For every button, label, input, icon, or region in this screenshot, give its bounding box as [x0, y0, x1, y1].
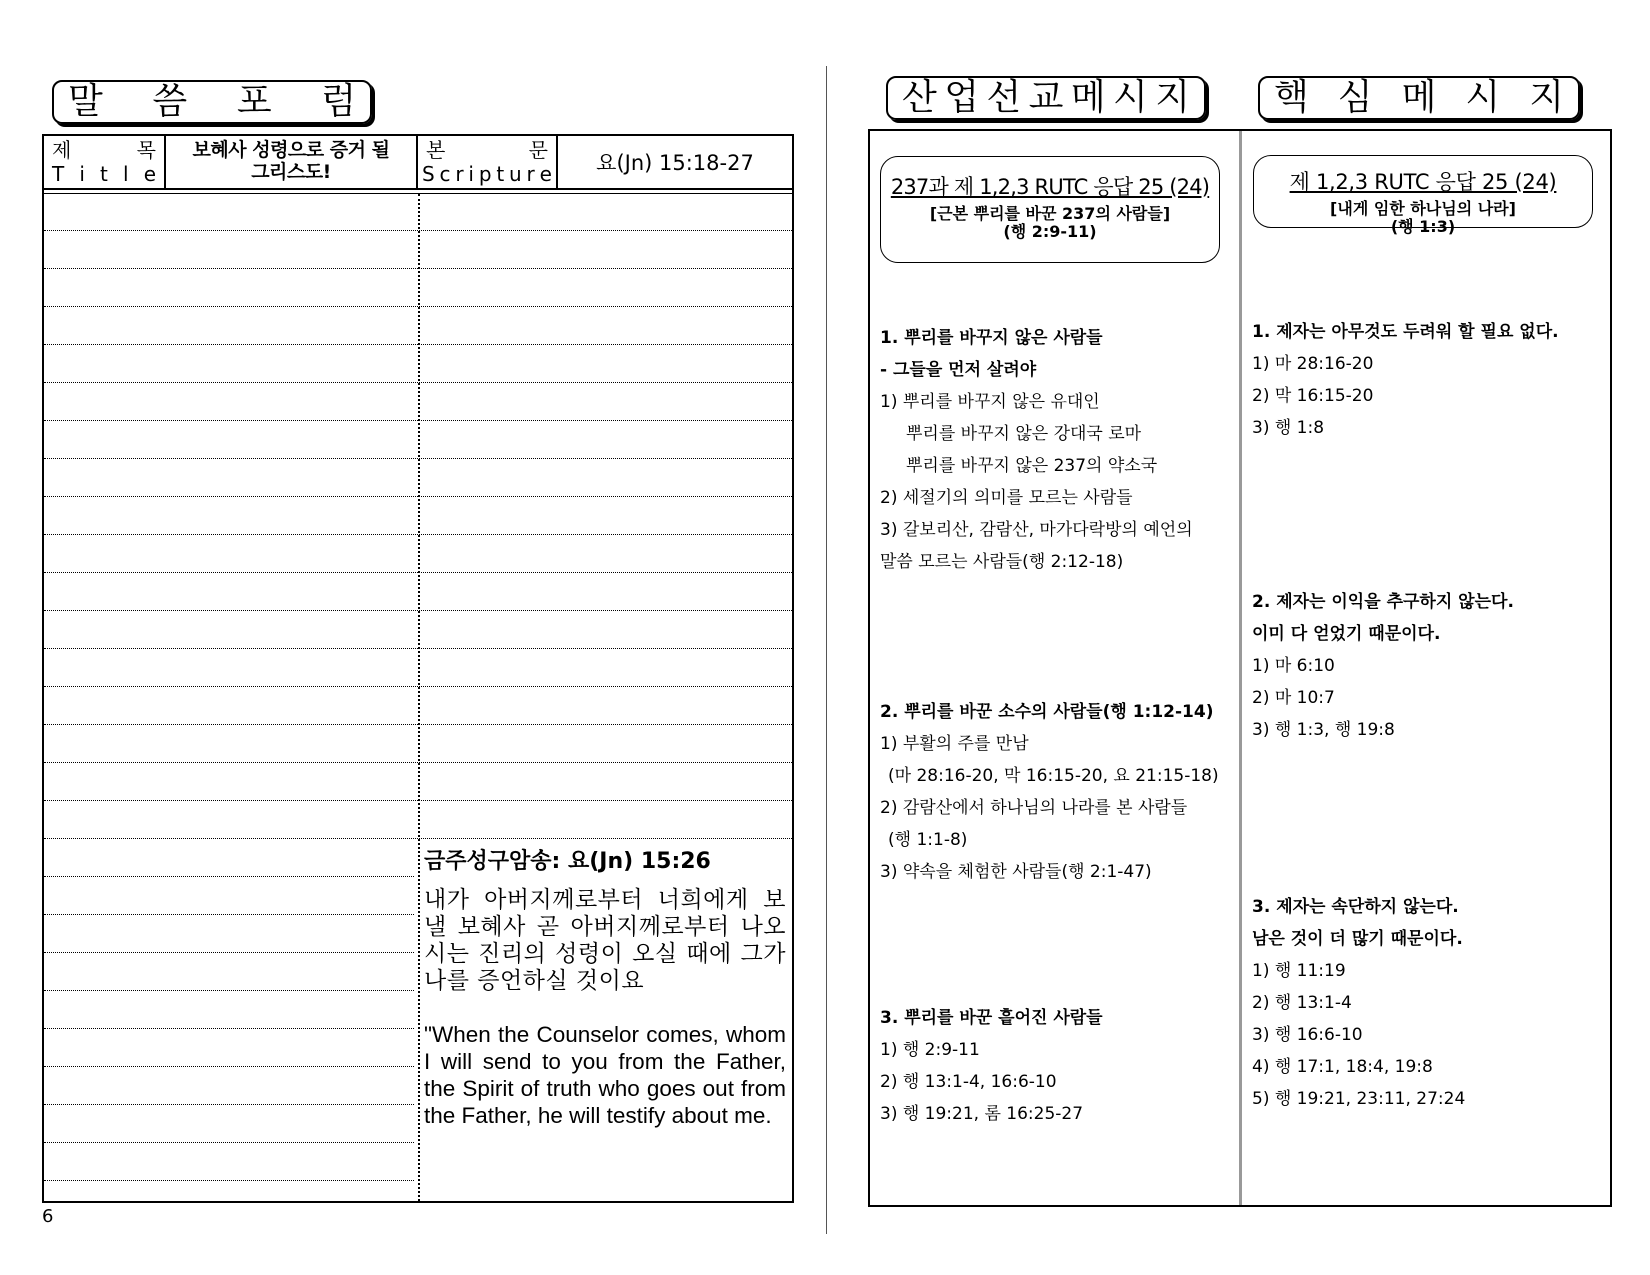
- outline-item: 1) 부활의 주를 만남: [880, 734, 1029, 754]
- badge-char: 업: [944, 77, 979, 118]
- outline-item: 2) 막 16:15-20: [1252, 386, 1374, 406]
- ruled-line: [44, 914, 414, 915]
- lesson-title: 237과 제 1,2,3 RUTC 응답 25 (24): [890, 175, 1210, 199]
- ruled-line: [44, 572, 792, 573]
- scripture-ref: 요(Jn) 15:18-27: [596, 151, 754, 175]
- outline-right-section1: [1252, 316, 1559, 444]
- lesson-box-right: [1253, 155, 1593, 236]
- label-char: e: [143, 162, 156, 186]
- sermon-title-cell: [166, 136, 418, 188]
- badge-char: 말: [68, 81, 103, 122]
- scripture-ref-cell: [558, 136, 792, 188]
- outline-item: 뿌리를 바꾸지 않은 강대국 로마: [906, 424, 1142, 444]
- outline-item: (행 1:1-8): [888, 830, 968, 850]
- lesson-reference: (행 1:3): [1390, 217, 1456, 236]
- outline-right-section3: [1252, 891, 1465, 1115]
- label-char: r: [455, 162, 464, 186]
- ruled-line: [44, 762, 792, 763]
- outline-item: 3) 약속을 체험한 사람들(행 2:1-47): [880, 862, 1152, 882]
- ruled-line: [44, 1028, 414, 1029]
- ruled-line: [44, 610, 792, 611]
- ruled-line: [44, 458, 792, 459]
- outline-item: 2) 행 13:1-4: [1252, 993, 1352, 1013]
- outline-item: 뿌리를 바꾸지 않은 237의 약소국: [906, 456, 1158, 476]
- section-heading: 2. 제자는 이익을 추구하지 않는다.: [1252, 592, 1514, 612]
- section-heading: 이미 다 얻었기 때문이다.: [1252, 624, 1441, 644]
- ruled-line: [44, 800, 792, 801]
- page-number: 6: [42, 1206, 54, 1227]
- section-heading: 3. 제자는 속단하지 않는다.: [1252, 897, 1459, 917]
- label-char: S: [422, 162, 435, 186]
- memory-verse-korean: 내가 아버지께로부터 너희에게 보낼 보혜사 곧 아버지께로부터 나오시는 진리의 성령이 오실 때에 그가 나를 증언하실 것이요: [424, 887, 786, 994]
- label-char: r: [526, 162, 535, 186]
- badge-char: 핵: [1274, 77, 1309, 118]
- ruled-line: [44, 344, 792, 345]
- section-heading: 1. 제자는 아무것도 두려워 할 필요 없다.: [1252, 322, 1559, 342]
- ruled-line: [44, 838, 792, 839]
- outline-item: 1) 행 11:19: [1252, 961, 1346, 981]
- badge-char: 시: [1465, 77, 1501, 118]
- outline-right-section2: [1252, 586, 1514, 746]
- ruled-line: [44, 534, 792, 535]
- lesson-subtitle: [근본 뿌리를 바꾼 237의 사람들]: [929, 204, 1171, 223]
- outline-item: (마 28:16-20, 막 16:15-20, 요 21:15-18): [888, 766, 1219, 786]
- badge-char: 메: [1070, 77, 1106, 118]
- outline-item: 3) 행 19:21, 롬 16:25-27: [880, 1104, 1084, 1124]
- label-char: T: [52, 162, 65, 186]
- label-char: c: [439, 162, 451, 186]
- outline-item: 5) 행 19:21, 23:11, 27:24: [1252, 1089, 1466, 1109]
- label-char: e: [539, 162, 552, 186]
- badge-char: 럼: [321, 81, 356, 122]
- label-char: p: [478, 162, 492, 186]
- ruled-line: [44, 268, 792, 269]
- ruled-line: [44, 686, 792, 687]
- outline-left-section1: [880, 322, 1193, 578]
- badge-char: 산: [902, 77, 937, 118]
- label-char: i: [468, 162, 474, 186]
- ruled-line: [44, 724, 792, 725]
- ruled-line: [44, 876, 414, 877]
- ruled-line: [44, 1180, 414, 1181]
- badge-char: 포: [236, 81, 272, 122]
- memory-verse-title: 금주성구암송: 요(Jn) 15:26: [424, 849, 711, 874]
- label-char: u: [509, 162, 522, 186]
- lesson-box-left: [880, 156, 1220, 263]
- label-char: 목: [136, 138, 156, 162]
- outline-item: 1) 행 2:9-11: [880, 1040, 980, 1060]
- ruled-line: [44, 420, 792, 421]
- lesson-subtitle: [내게 임한 하나님의 나라]: [1330, 199, 1516, 218]
- outline-item: 3) 갈보리산, 감람산, 마가다락방의 예언의: [880, 520, 1193, 540]
- memory-verse-english: "When the Counselor comes, whom I will send to you from the Father, the Spirit of truth who goes out from the Father, he will testify about me.: [424, 1022, 786, 1128]
- lesson-reference: (행 2:9-11): [1003, 222, 1097, 241]
- badge-char: 심: [1337, 77, 1373, 118]
- message-box: [868, 129, 1612, 1207]
- outline-item: 2) 세절기의 의미를 모르는 사람들: [880, 488, 1133, 508]
- badge-char: 씀: [152, 81, 188, 122]
- title-label-cell: [44, 136, 166, 188]
- label-char: 문: [528, 138, 548, 162]
- label-char: i: [79, 162, 85, 186]
- ruled-line: [44, 1142, 414, 1143]
- label-char: 제: [52, 138, 72, 162]
- label-char: 본: [426, 138, 446, 162]
- badge-char: 교: [1028, 77, 1064, 118]
- sermon-title-line1: 보혜사 성령으로 증거 될: [192, 139, 390, 161]
- section-heading: 남은 것이 더 많기 때문이다.: [1252, 929, 1463, 949]
- ruled-line: [44, 648, 792, 649]
- outline-item: 말씀 모르는 사람들(행 2:12-18): [880, 552, 1124, 572]
- ruled-line: [44, 952, 414, 953]
- section-heading: 3. 뿌리를 바꾼 흩어진 사람들: [880, 1008, 1103, 1028]
- section-heading: 2. 뿌리를 바꾼 소수의 사람들(행 1:12-14): [880, 702, 1214, 722]
- outline-item: 2) 행 13:1-4, 16:6-10: [880, 1072, 1057, 1092]
- scripture-label-cell: [418, 136, 558, 188]
- outline-item: 3) 행 16:6-10: [1252, 1025, 1363, 1045]
- page-gutter-line: [826, 66, 827, 1234]
- outline-item: 2) 감람산에서 하나님의 나라를 본 사람들: [880, 798, 1188, 818]
- outline-left-section2: [880, 696, 1219, 888]
- outline-item: 1) 마 28:16-20: [1252, 354, 1374, 374]
- outline-item: 4) 행 17:1, 18:4, 19:8: [1252, 1057, 1433, 1077]
- ruled-line: [44, 1066, 414, 1067]
- outline-item: 3) 행 1:3, 행 19:8: [1252, 720, 1395, 740]
- outline-item: 3) 행 1:8: [1252, 418, 1325, 438]
- ruled-line: [44, 382, 792, 383]
- badge-char: 지: [1529, 77, 1564, 118]
- core-message-badge: [1258, 76, 1580, 120]
- ruled-line: [44, 230, 792, 231]
- label-char: t: [496, 162, 505, 186]
- ruled-line: [44, 496, 792, 497]
- ruled-line: [44, 990, 414, 991]
- ruled-line: [44, 306, 792, 307]
- badge-char: 선: [986, 77, 1022, 118]
- badge-char: 메: [1401, 77, 1437, 118]
- column-divider: [418, 194, 420, 1201]
- label-char: l: [123, 162, 129, 186]
- outline-item: 2) 마 10:7: [1252, 688, 1335, 708]
- label-char: t: [100, 162, 108, 186]
- sermon-title-line2: 그리스도!: [251, 161, 331, 183]
- forum-header-badge: [52, 80, 372, 124]
- outline-left-section3: [880, 1002, 1103, 1130]
- outline-item: 1) 뿌리를 바꾸지 않은 유대인: [880, 392, 1100, 412]
- badge-char: 지: [1155, 77, 1190, 118]
- industrial-mission-badge: [886, 76, 1206, 120]
- lesson-title: 제 1,2,3 RUTC 응답 25 (24): [1289, 170, 1557, 194]
- section-heading: - 그들을 먼저 살려야: [880, 360, 1037, 380]
- ruled-line: [44, 1104, 414, 1105]
- outline-item: 1) 마 6:10: [1252, 656, 1335, 676]
- column-divider: [1239, 131, 1242, 1205]
- section-heading: 1. 뿌리를 바꾸지 않은 사람들: [880, 328, 1103, 348]
- memory-verse-block: [424, 844, 786, 1129]
- badge-char: 시: [1113, 77, 1148, 118]
- notes-table: [42, 134, 794, 1203]
